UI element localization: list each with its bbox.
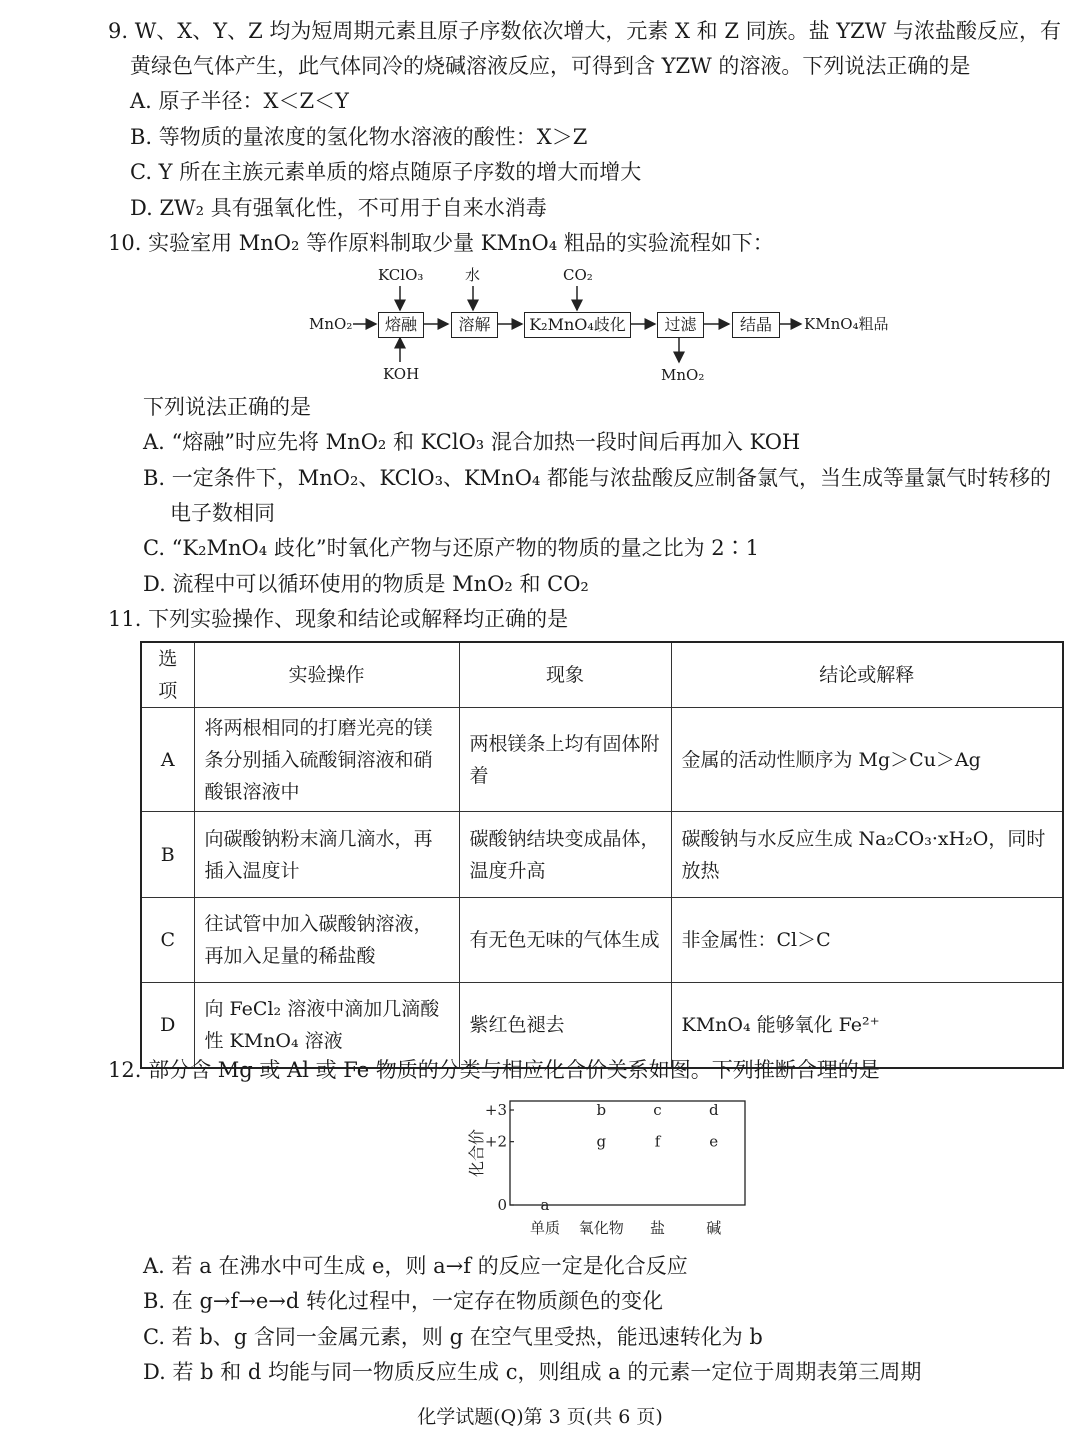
flow-below-1: KOH <box>383 365 420 383</box>
point-f: f <box>654 1132 661 1151</box>
flow-input: MnO₂ <box>309 315 353 333</box>
table-row <box>141 708 1063 812</box>
flow-step-5: 结晶 <box>732 312 780 338</box>
table-cell-operation: 向碳酸钠粉末滴几滴水，再插入温度计 <box>194 812 459 898</box>
table-header-cell: 实验操作 <box>194 642 459 708</box>
table-cell-operation: 往试管中加入碳酸钠溶液，再加入足量的稀盐酸 <box>194 898 459 983</box>
q10-prompt: 下列说法正确的是 <box>143 395 311 419</box>
x-category-label: 碱 <box>706 1219 722 1237</box>
table-cell-phenomenon: 碳酸钠结块变成晶体，温度升高 <box>459 812 671 898</box>
flow-step-2: 溶解 <box>451 312 498 338</box>
table-header-cell: 现象 <box>459 642 671 708</box>
table-header-cell: 选项 <box>141 642 194 708</box>
point-d: d <box>708 1101 719 1119</box>
flow-above-2: 水 <box>465 266 481 284</box>
flow-diagram <box>305 262 905 387</box>
table-cell-conclusion: 非金属性：Cl＞C <box>671 898 1063 983</box>
table-cell-operation: 向 FeCl₂ 溶液中滴加几滴酸性 KMnO₄ 溶液 <box>194 983 459 1068</box>
table-cell-option: D <box>141 983 194 1068</box>
point-a: a <box>540 1196 550 1214</box>
flow-step-1: 熔融 <box>378 312 424 338</box>
q11-stem: 11. 下列实验操作、现象和结论或解释均正确的是 <box>108 607 569 631</box>
q9-stem-line1: 9. W、X、Y、Z 均为短周期元素且原子序数依次增大，元素 X 和 Z 同族。盐 YZW 与浓盐酸反应，有 <box>108 19 1062 43</box>
q12-option-c: C. 若 b、g 含同一金属元素，则 g 在空气里受热，能迅速转化为 b <box>143 1325 763 1349</box>
table-cell-phenomenon: 紫红色褪去 <box>459 983 671 1068</box>
y-tick-label: +3 <box>484 1101 507 1119</box>
q9-option-a: A. 原子半径：X＜Z＜Y <box>130 89 349 113</box>
table-header-cell: 结论或解释 <box>671 642 1063 708</box>
experiment-table <box>140 641 1064 1069</box>
q10-option-a: A. “熔融”时应先将 MnO₂ 和 KClO₃ 混合加热一段时间后再加入 KOH <box>143 430 801 454</box>
q12-option-d: D. 若 b 和 d 均能与同一物质反应生成 c，则组成 a 的元素一定位于周期表第三周期 <box>143 1360 922 1384</box>
y-axis-label: 化合价 <box>467 1128 486 1178</box>
flow-output: KMnO₄粗品 <box>804 315 889 333</box>
valence-chart-svg <box>460 1095 750 1245</box>
point-b: b <box>596 1101 607 1119</box>
flow-above-3: CO₂ <box>563 266 593 284</box>
table-row <box>141 898 1063 983</box>
table-cell-option: B <box>141 812 194 898</box>
point-c: c <box>653 1101 662 1119</box>
table-cell-option: C <box>141 898 194 983</box>
table-cell-phenomenon: 两根镁条上均有固体附着 <box>459 708 671 812</box>
table-cell-conclusion: 金属的活动性顺序为 Mg＞Cu＞Ag <box>671 708 1063 812</box>
x-category-label: 单质 <box>529 1219 561 1237</box>
q12-option-a: A. 若 a 在沸水中可生成 e，则 a→f 的反应一定是化合反应 <box>143 1254 688 1278</box>
table-cell-operation: 将两根相同的打磨光亮的镁条分别插入硫酸铜溶液和硝酸银溶液中 <box>194 708 459 812</box>
valence-chart <box>460 1095 750 1245</box>
flow-below-4: MnO₂ <box>661 366 705 384</box>
y-tick-label: +2 <box>484 1132 507 1151</box>
x-category-label: 氧化物 <box>578 1219 624 1237</box>
table-header-row <box>141 642 1063 708</box>
point-g: g <box>596 1132 607 1151</box>
table-row <box>141 812 1063 898</box>
q10-option-c: C. “K₂MnO₄ 歧化”时氧化产物与还原产物的物质的量之比为 2∶1 <box>143 536 759 560</box>
point-e: e <box>709 1132 719 1151</box>
x-category-label: 盐 <box>649 1219 666 1237</box>
q9-option-d: D. ZW₂ 具有强氧化性，不可用于自来水消毒 <box>130 196 547 220</box>
table-cell-conclusion: KMnO₄ 能够氧化 Fe²⁺ <box>671 983 1063 1068</box>
q10-option-d: D. 流程中可以循环使用的物质是 MnO₂ 和 CO₂ <box>143 572 589 596</box>
table-cell-phenomenon: 有无色无味的气体生成 <box>459 898 671 983</box>
page-footer: 化学试题(Q)第 3 页(共 6 页) <box>417 1406 663 1428</box>
table-cell-option: A <box>141 708 194 812</box>
y-tick-label: 0 <box>497 1196 507 1214</box>
q9-option-c: C. Y 所在主族元素单质的熔点随原子序数的增大而增大 <box>130 160 642 184</box>
q12-stem: 12. 部分含 Mg 或 Al 或 Fe 物质的分类与相应化合价关系如图。下列推断合理的是 <box>108 1058 880 1082</box>
flow-step-3: K₂MnO₄歧化 <box>524 312 631 338</box>
q10-stem: 10. 实验室用 MnO₂ 等作原料制取少量 KMnO₄ 粗品的实验流程如下： <box>108 231 774 255</box>
q9-option-b: B. 等物质的量浓度的氢化物水溶液的酸性：X＞Z <box>130 125 588 149</box>
flow-above-1: KClO₃ <box>378 266 424 284</box>
q9-stem-line2: 黄绿色气体产生，此气体同冷的烧碱溶液反应，可得到含 YZW 的溶液。下列说法正确的是 <box>130 54 971 78</box>
q10-option-b-line1: B. 一定条件下，MnO₂、KClO₃、KMnO₄ 都能与浓盐酸反应制备氯气，当生成等量氯气时转移的 <box>143 466 1052 490</box>
q12-option-b: B. 在 g→f→e→d 转化过程中，一定存在物质颜色的变化 <box>143 1289 664 1313</box>
flow-step-4: 过滤 <box>657 312 704 338</box>
table-cell-conclusion: 碳酸钠与水反应生成 Na₂CO₃·xH₂O，同时放热 <box>671 812 1063 898</box>
q10-option-b-line2: 电子数相同 <box>170 501 275 525</box>
